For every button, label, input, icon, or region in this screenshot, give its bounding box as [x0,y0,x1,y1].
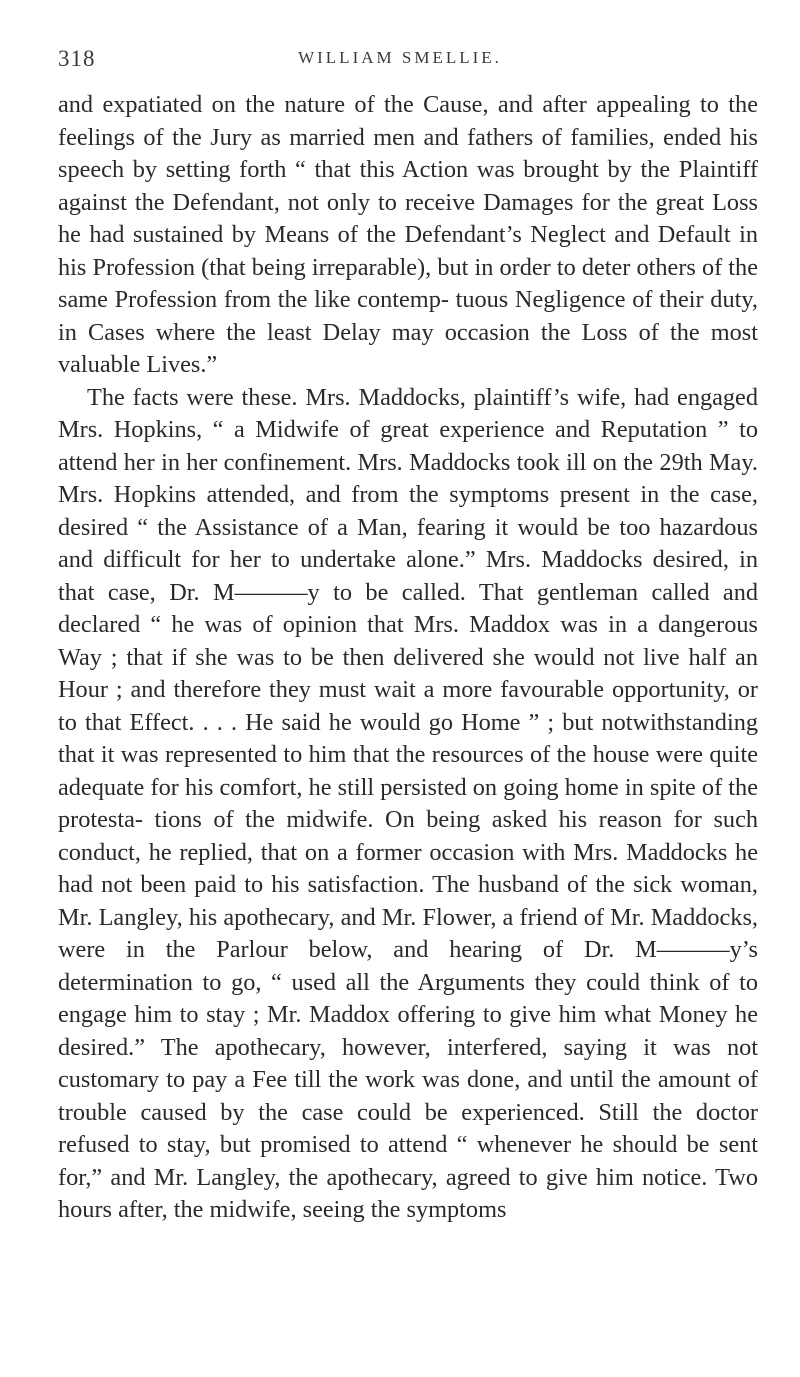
page-header [58,46,742,80]
page-number: 318 [58,46,96,71]
body-text [58,89,758,1227]
paragraph-facts: The facts were these. Mrs. Maddocks, plaintiff’s wife, had engaged Mrs. Hopkins, “ a Midwife of great experience and Reputation ” to attend her in her confinement. Mrs. Maddocks took ill on the 29th May. Mrs. Hopkins attended, and from the symptoms present in the case, desired “ the Assistance of a Man, fearing it would be too hazardous and difficult for her to undertake alone.” Mrs. Maddocks desired, in that case, Dr. M———y to be called. That gentleman called and declared “ he was of opinion that Mrs. Maddox was in a dangerous Way ; that if she was to be then delivered she would not live half an Hour ; and therefore they must wait a more favourable opportunity, or to that Effect. . . . He said he would go Home ” ; but notwithstanding that it was represented to him that the resources of the house were quite adequate for his comfort, he still persisted on going home in spite of the protesta- tions of the midwife. On being asked his reason for such conduct, he replied, that on a former occasion with Mrs. Maddocks he had not been paid to his satisfaction. The husband of the sick woman, Mr. Langley, his apothecary, and Mr. Flower, a friend of Mr. Maddocks, were in the Parlour below, and hearing of Dr. M———y’s determination to go, “ used all the Arguments they could think of to engage him to stay ; Mr. Maddox offering to give him what Money he desired.” The apothecary, however, interfered, saying it was not customary to pay a Fee till the work was done, and until the amount of trouble caused by the case could be experienced. Still the doctor refused to stay, but promised to attend “ whenever he should be sent for,” and Mr. Langley, the apothecary, agreed to give him notice. Two hours after, the midwife, seeing the symptoms [58,383,758,1223]
paragraph-continued: and expatiated on the nature of the Cause, and after appealing to the feelings of the Jury as married men and fathers of families, ended his speech by setting forth “ that this Action was brought by the Plaintiff against the Defendant, not only to receive Damages for the great Loss he had sustained by Means of the Defendant’s Neglect and Default in his Profession (that being irreparable), but in order to deter others of the same Profession from the like contemp- tuous Negligence of their duty, in Cases where the least Delay may occasion the Loss of the most valuable Lives.” [58,91,758,378]
running-head: WILLIAM SMELLIE. [298,48,502,67]
